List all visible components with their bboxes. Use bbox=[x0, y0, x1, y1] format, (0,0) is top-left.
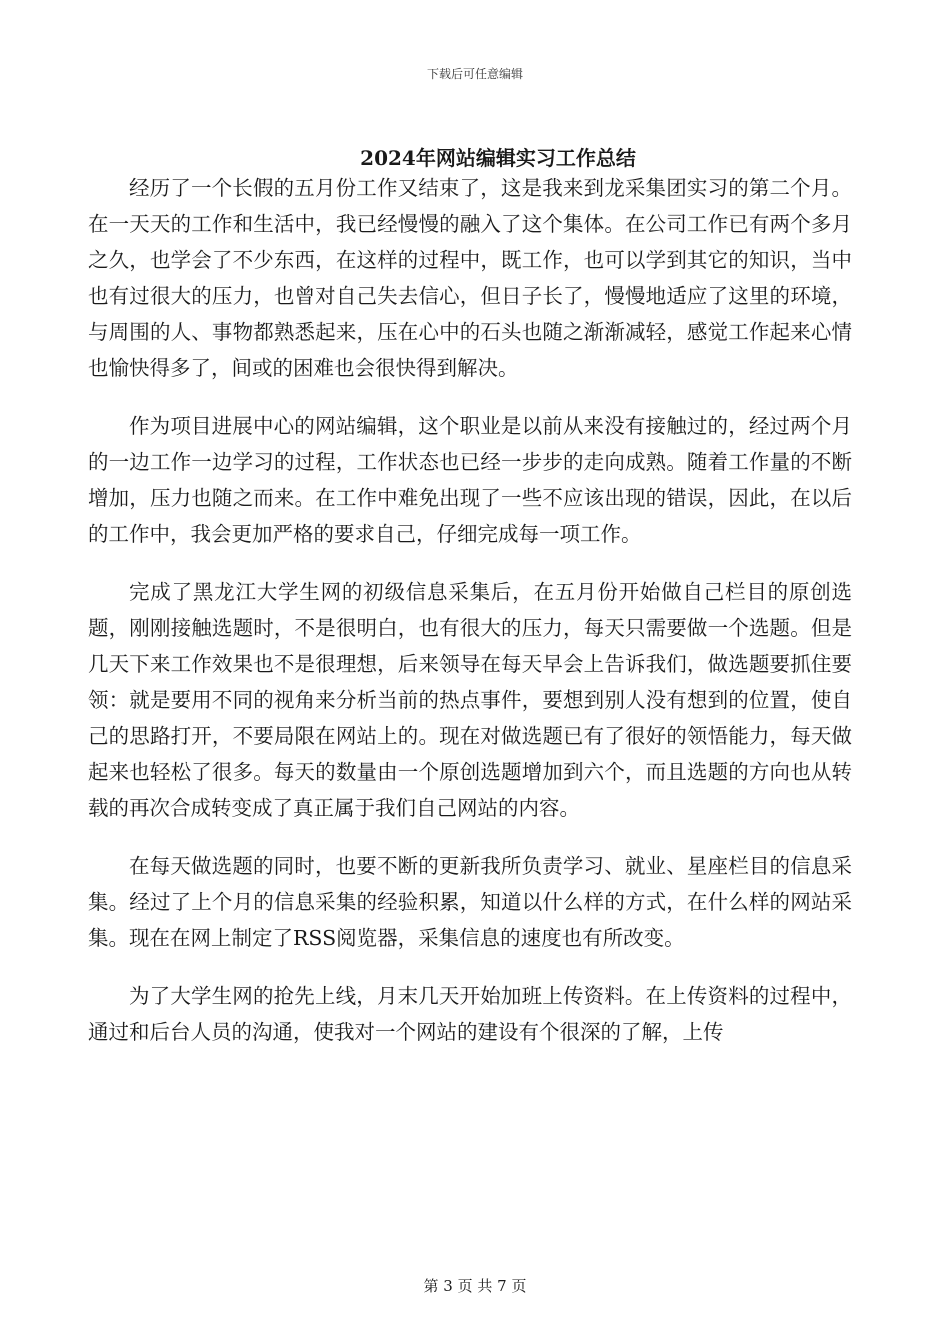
paragraph-5: 为了大学生网的抢先上线，月末几天开始加班上传资料。在上传资料的过程中，通过和后台人员的沟通，使我对一个网站的建设有个很深的了解，上传 bbox=[88, 984, 852, 1044]
paragraph-1: 经历了一个长假的五月份工作又结束了，这是我来到龙采集团实习的第二个月。在一天天的工作和生活中，我已经慢慢的融入了这个集体。在公司工作已有两个多月之久，也学会了不少东西，在这样的过程中，既工作，也可以学到其它的知识，当中也有过很大的压力，也曾对自己失去信心，但日子长了，慢慢地适应了这里的环境，与周围的人、事物都熟悉起来，压在心中的石头也随之渐渐减轻，感觉工作起来心情也愉快得多了，间或的困难也会很快得到解决。 bbox=[88, 176, 852, 380]
document-body bbox=[88, 170, 852, 1050]
paragraph-2: 作为项目进展中心的网站编辑，这个职业是以前从来没有接触过的，经过两个月的一边工作一边学习的过程，工作状态也已经一步步的走向成熟。随着工作量的不断增加，压力也随之而来。在工作中难免出现了一些不应该出现的错误，因此，在以后的工作中，我会更加严格的要求自己，仔细完成每一项工作。 bbox=[88, 414, 852, 546]
page-number: 第 3 页 共 7 页 bbox=[423, 1277, 527, 1295]
paragraph-3: 完成了黑龙江大学生网的初级信息采集后，在五月份开始做自己栏目的原创选题，刚刚接触选题时，不是很明白，也有很大的压力，每天只需要做一个选题。但是几天下来工作效果也不是很理想，后来领导在每天早会上告诉我们，做选题要抓住要领：就是要用不同的视角来分析当前的热点事件，要想到别人没有想到的位置，使自己的思路打开，不要局限在网站上的。现在对做选题已有了很好的领悟能力，每天做起来也轻松了很多。每天的数量由一个原创选题增加到六个，而且选题的方向也从转载的再次合成转变成了真正属于我们自己网站的内容。 bbox=[88, 580, 852, 820]
document-title: 2024年网站编辑实习工作总结 bbox=[360, 146, 636, 170]
paragraph-4: 在每天做选题的同时，也要不断的更新我所负责学习、就业、星座栏目的信息采集。经过了上个月的信息采集的经验积累，知道以什么样的方式，在什么样的网站采集。现在在网上制定了RSS阅览器，采集信息的速度也有所改变。 bbox=[88, 854, 852, 950]
header-note: 下载后可任意编辑 bbox=[426, 67, 523, 81]
